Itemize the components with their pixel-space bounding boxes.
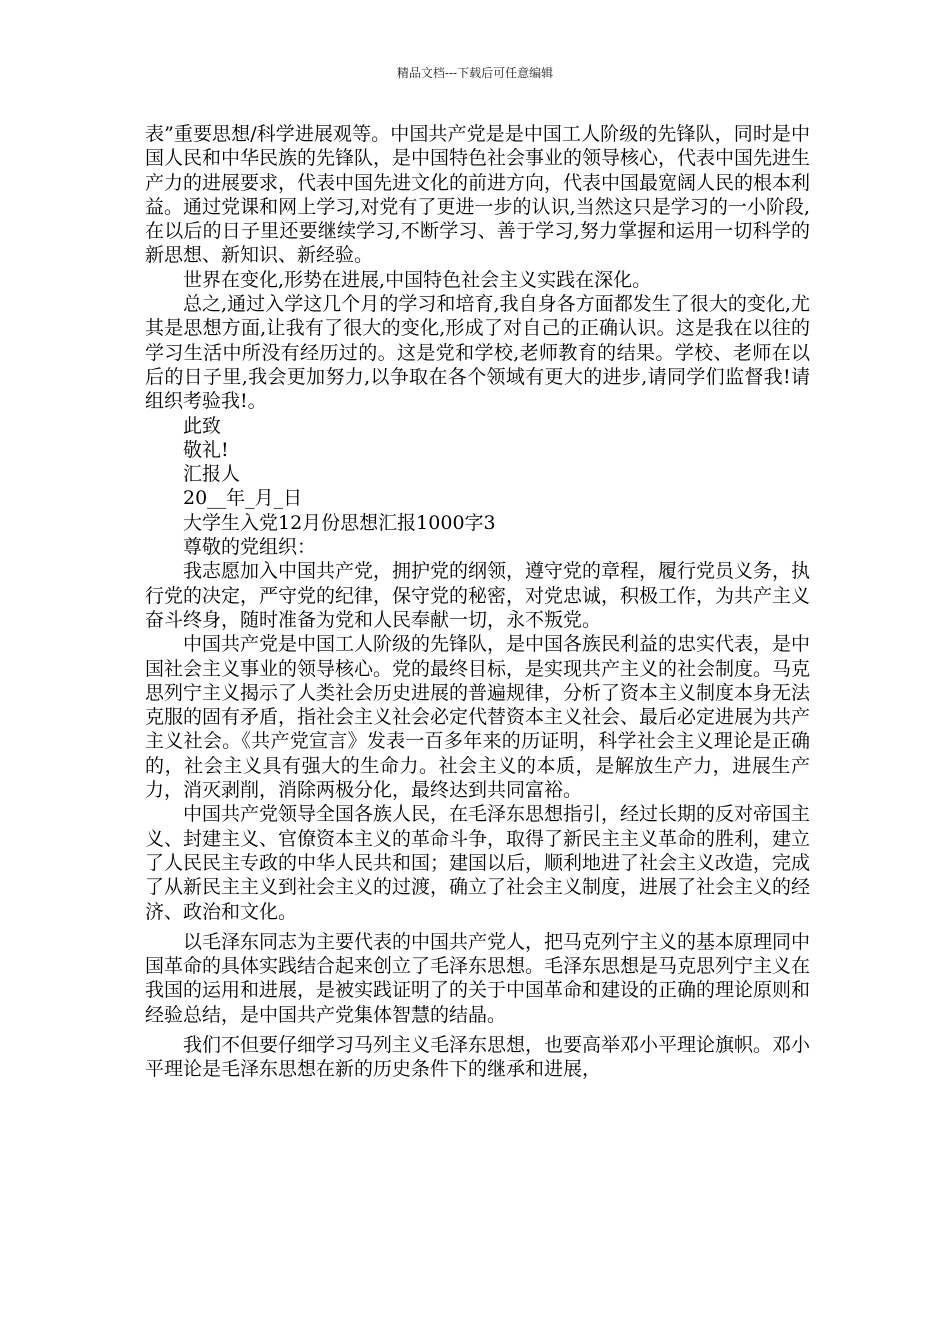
closing-salutation: 此致 xyxy=(183,414,222,437)
document-body xyxy=(145,122,810,1082)
letter-greeting: 尊敬的党组织： xyxy=(183,536,317,559)
section-title: 大学生入党12月份思想汇报1000字3 xyxy=(183,511,496,534)
paragraph-world-change: 世界在变化,形势在进展,中国特色社会主义实践在深化。 xyxy=(183,268,652,291)
paragraph-mao-thought: 以毛泽东同志为主要代表的中国共产党人，把马克列宁主义的基本原理同中国革命的具体实践结合起来创立了毛泽东思想。毛泽东思想是马克思列宁主义在我国的运用和进展，是被实践证明了的关于中国革命和建设的正确的理论原则和经验总结，是中国共产党集体智慧的结晶。 xyxy=(145,930,811,1026)
closing-regards: 敬礼! xyxy=(183,438,229,461)
paragraph-deng-theory: 我们不但要仔细学习马列主义毛泽东思想，也要高举邓小平理论旗帜。邓小平理论是毛泽东思想在新的历史条件下的继承和进展， xyxy=(145,1033,811,1081)
paragraph-party-nature: 中国共产党是中国工人阶级的先锋队，是中国各族民利益的忠实代表，是中国社会主义事业的领导核心。党的最终目标，是实现共产主义的社会制度。马克思列宁主义揭示了人类社会历史进展的普遍规律，分析了资本主义制度本身无法克服的固有矛盾，指社会主义社会必定代替资本主义社会、最后必定进展为共产主义社会。《共产党宣言》发表一百多年来的历证明，科学社会主义理论是正确的，社会主义具有强大的生命力。社会主义的本质，是解放生产力，进展生产力，消灭剥削，消除两极分化，最终达到共同富裕。 xyxy=(145,633,811,802)
paragraph-summary: 总之,通过入学这几个月的学习和培育,我自身各方面都发生了很大的变化,尤其是思想方面,让我有了很大的变化,形成了对自己的正确认识。这是我在以往的学习生活中所没有经历过的。这是党和学校,老师教育的结果。学校、老师在以后的日子里,我会更加努力,以争取在各个领域有更大的进步,请同学们监督我!请组织考验我!。 xyxy=(145,293,810,413)
page-header: 精品文档---下载后可任意编辑 xyxy=(396,66,554,80)
paragraph-continuation: 表”重要思想/科学进展观等。中国共产党是是中国工人阶级的先锋队，同时是中国人民和中华民族的先锋队，是中国特色社会事业的领导核心，代表中国先进生产力的进展要求，代表中国先进文化的前进方向，代表中国最宽阔人民的根本利益。通过党课和网上学习,对党有了更进一步的认识,当然这只是学习的一小阶段,在以后的日子里还要继续学习,不断学习、善于学习,努力掌握和运用一切科学的新思想、新知识、新经验。 xyxy=(145,123,811,267)
paragraph-party-history: 中国共产党领导全国各族人民，在毛泽东思想指引，经过长期的反对帝国主义、封建主义、官僚资本主义的革命斗争，取得了新民主主义革命的胜利，建立了人民民主专政的中华人民共和国；建国以后，顺利地进了社会主义改造，完成了从新民主主义到社会主义的过渡，确立了社会主义制度，进展了社会主义的经济、政治和文化。 xyxy=(145,803,811,923)
paragraph-pledge: 我志愿加入中国共产党，拥护党的纲领，遵守党的章程，履行党员义务，执行党的决定，严守党的纪律，保守党的秘密，对党忠诚，积极工作，为共产主义奋斗终身，随时准备为党和人民奉献一切，永不叛党。 xyxy=(145,560,811,631)
signature-date: 20__年_月_日 xyxy=(183,487,303,510)
signature-reporter: 汇报人 xyxy=(183,463,241,486)
